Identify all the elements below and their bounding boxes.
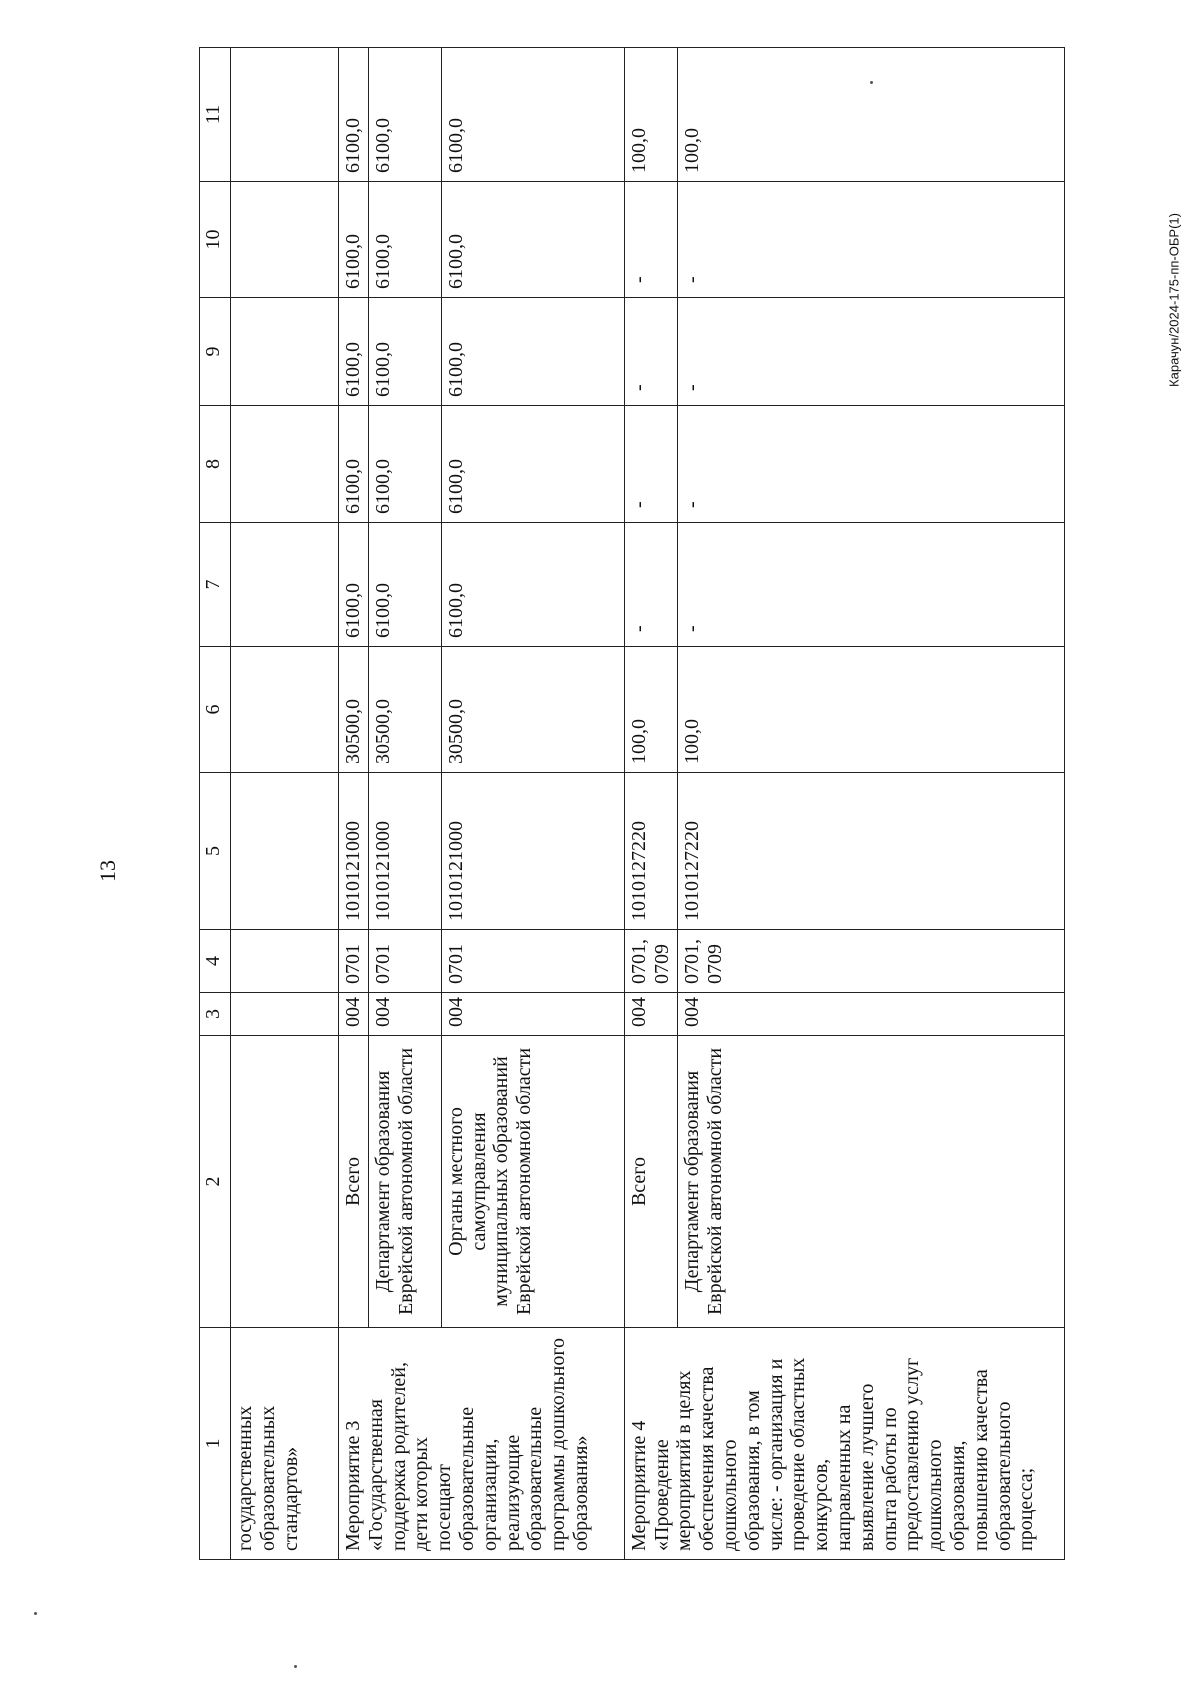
executor-cell: Всего bbox=[624, 1036, 677, 1328]
section-code-cell: 0701 bbox=[368, 930, 441, 993]
executor-cell: Органы местного самоуправления муниципальных образований Еврейской автономной области bbox=[441, 1036, 624, 1328]
executor-cell: Департамент образования Еврейской автономной области bbox=[368, 1036, 441, 1328]
column-header: 3 bbox=[200, 993, 231, 1036]
year-cell: 6100,0 bbox=[339, 406, 369, 523]
target-code-cell: 1010121000 bbox=[441, 773, 624, 930]
column-header: 11 bbox=[200, 48, 231, 182]
target-code-cell: 1010121000 bbox=[339, 773, 369, 930]
column-header: 5 bbox=[200, 773, 231, 930]
measure-name-cell: государственных образовательных стандартов» bbox=[231, 1328, 339, 1560]
executor-cell: Всего bbox=[339, 1036, 369, 1328]
column-header: 2 bbox=[200, 1036, 231, 1328]
gov-code-cell: 004 bbox=[677, 993, 1064, 1036]
section-code-cell: 0701 bbox=[441, 930, 624, 993]
column-header: 4 bbox=[200, 930, 231, 993]
total-cell: 30500,0 bbox=[441, 647, 624, 773]
year-cell: - bbox=[677, 182, 1064, 298]
total-cell: 30500,0 bbox=[368, 647, 441, 773]
year-cell: 6100,0 bbox=[368, 406, 441, 523]
total-cell: 100,0 bbox=[677, 647, 1064, 773]
year-cell: 6100,0 bbox=[339, 298, 369, 406]
year-cell: 6100,0 bbox=[441, 523, 624, 647]
column-header: 10 bbox=[200, 182, 231, 298]
target-code-cell: 1010127220 bbox=[677, 773, 1064, 930]
section-code-cell: 0701, 0709 bbox=[624, 930, 677, 993]
table-header-row bbox=[200, 48, 231, 1560]
gov-code-cell: 004 bbox=[624, 993, 677, 1036]
scan-speck bbox=[34, 1612, 37, 1615]
year-cell: - bbox=[624, 182, 677, 298]
gov-code-cell: 004 bbox=[441, 993, 624, 1036]
gov-code-cell: 004 bbox=[368, 993, 441, 1036]
measure-name-cell: Мероприятие 3 «Государственная поддержка родителей, дети которых посещают образовательные организации, реализующие образовательные программы дошкольного образования» bbox=[339, 1328, 625, 1560]
year-cell: - bbox=[624, 406, 677, 523]
scan-speck bbox=[870, 81, 873, 84]
year-cell: - bbox=[624, 523, 677, 647]
measure-name-cell: Мероприятие 4 «Проведение мероприятий в целях обеспечения качества дошкольного образования, в том числе: - организация и проведение областных конкурсов, направленных на выявление лучшего опыта работы по предоставлению услуг дошкольного образования, повышению качества образовательного процесса; bbox=[624, 1328, 1064, 1560]
table-row bbox=[624, 48, 677, 1560]
year-cell: 6100,0 bbox=[368, 182, 441, 298]
column-header: 1 bbox=[200, 1328, 231, 1560]
year-cell: 6100,0 bbox=[339, 182, 369, 298]
year-cell: 6100,0 bbox=[441, 48, 624, 182]
column-header: 8 bbox=[200, 406, 231, 523]
year-cell: - bbox=[677, 523, 1064, 647]
target-code-cell: 1010127220 bbox=[624, 773, 677, 930]
year-cell: 6100,0 bbox=[368, 48, 441, 182]
column-header: 9 bbox=[200, 298, 231, 406]
table-row bbox=[231, 48, 339, 1560]
year-cell: 6100,0 bbox=[441, 406, 624, 523]
rotated-table-wrapper bbox=[199, 48, 1129, 1560]
budget-table bbox=[199, 47, 1065, 1560]
year-cell: - bbox=[624, 298, 677, 406]
table-row bbox=[339, 48, 369, 1560]
year-cell: - bbox=[677, 406, 1064, 523]
scan-speck bbox=[294, 1665, 297, 1668]
section-code-cell: 0701, 0709 bbox=[677, 930, 1064, 993]
page-number: 13 bbox=[95, 860, 120, 882]
year-cell: 6100,0 bbox=[368, 523, 441, 647]
gov-code-cell: 004 bbox=[339, 993, 369, 1036]
year-cell: 6100,0 bbox=[368, 298, 441, 406]
total-cell: 30500,0 bbox=[339, 647, 369, 773]
section-code-cell: 0701 bbox=[339, 930, 369, 993]
year-cell: 100,0 bbox=[624, 48, 677, 182]
year-cell: 6100,0 bbox=[339, 48, 369, 182]
executor-cell: Департамент образования Еврейской автономной области bbox=[677, 1036, 1064, 1328]
year-cell: 6100,0 bbox=[339, 523, 369, 647]
year-cell: 100,0 bbox=[677, 48, 1064, 182]
year-cell: 6100,0 bbox=[441, 182, 624, 298]
column-header: 7 bbox=[200, 523, 231, 647]
target-code-cell: 1010121000 bbox=[368, 773, 441, 930]
year-cell: 6100,0 bbox=[441, 298, 624, 406]
column-header: 6 bbox=[200, 647, 231, 773]
total-cell: 100,0 bbox=[624, 647, 677, 773]
document-id-text: Карачун/2024-175-пп-ОБР(1) bbox=[1166, 213, 1182, 387]
year-cell: - bbox=[677, 298, 1064, 406]
